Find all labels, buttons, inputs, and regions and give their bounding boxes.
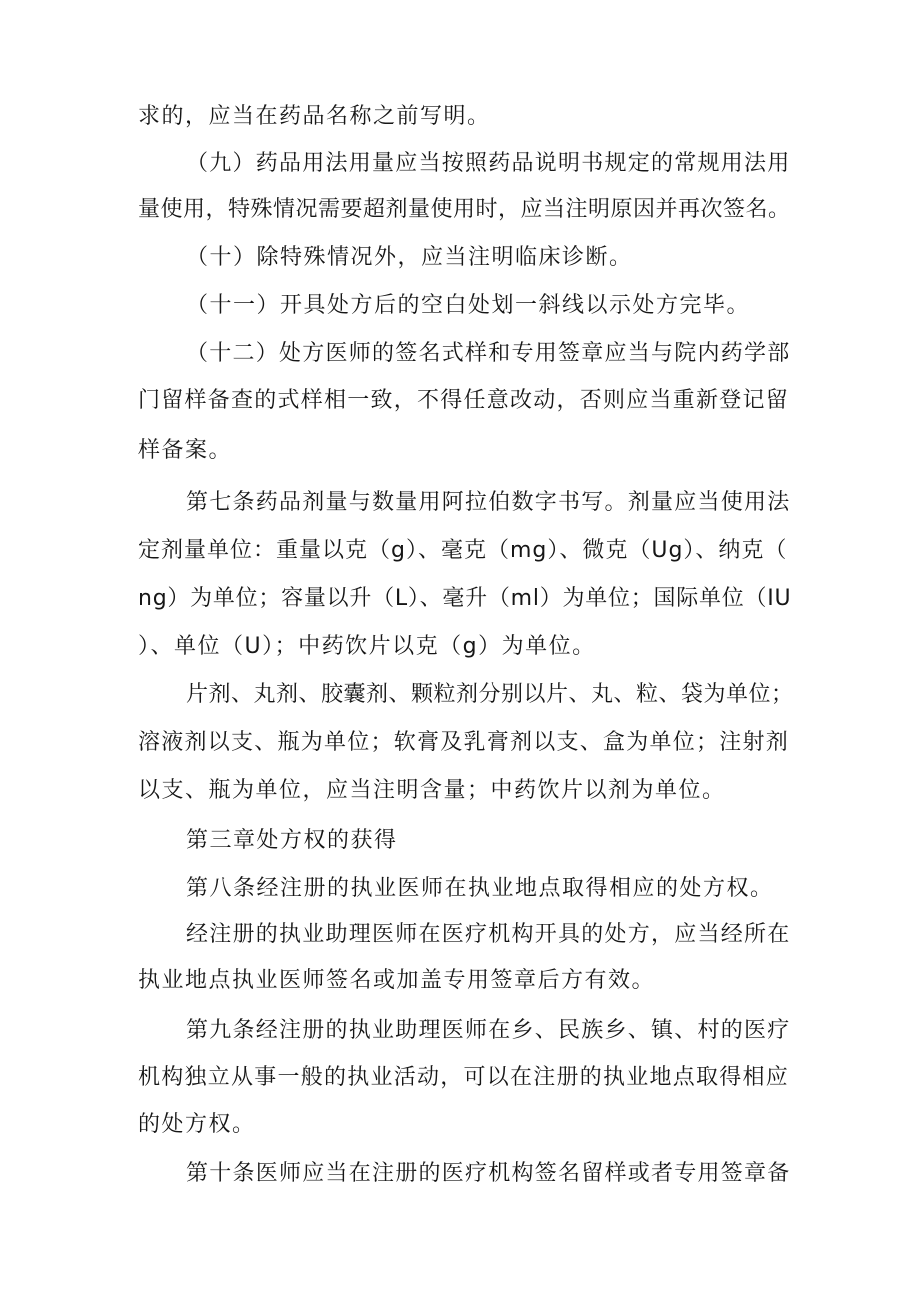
text-line: 执业地点执业医师签名或加盖专用签章后方有效。 <box>138 968 656 993</box>
text-line: 求的，应当在药品名称之前写明。 <box>138 104 491 129</box>
text-line: 第十条医师应当在注册的医疗机构签名留样或者专用签章备 <box>186 1161 791 1186</box>
section-heading: 第三章处方权的获得 <box>186 828 398 853</box>
text-line: 第九条经注册的执业助理医师在乡、民族乡、镇、村的医疗 <box>186 1018 791 1043</box>
text-line: 以支、瓶为单位，应当注明含量；中药饮片以剂为单位。 <box>138 778 726 803</box>
text-line: 第八条经注册的执业医师在执业地点取得相应的处方权。 <box>186 876 774 901</box>
text-line: 样备案。 <box>138 438 233 463</box>
text-line: 第七条药品剂量与数量用阿拉伯数字书写。剂量应当使用法 <box>186 490 791 515</box>
text-line: 定剂量单位：重量以克（g）、毫克（mg）、微克（Ug）、纳克（ <box>138 538 788 563</box>
text-line: 量使用，特殊情况需要超剂量使用时，应当注明原因并再次签名。 <box>138 197 791 222</box>
text-line: 经注册的执业助理医师在医疗机构开具的处方，应当经所在 <box>186 922 791 947</box>
text-line: 溶液剂以支、瓶为单位；软膏及乳膏剂以支、盒为单位；注射剂 <box>138 730 790 755</box>
text-line: ng）为单位；容量以升（L）、毫升（ml）为单位；国际单位（IU <box>138 586 792 611</box>
text-line: 片剂、丸剂、胶囊剂、颗粒剂分别以片、丸、粒、袋为单位； <box>186 682 794 707</box>
text-line: 门留样备查的式样相一致，不得任意改动，否则应当重新登记留 <box>138 388 790 413</box>
text-line: ）、单位（U）；中药饮片以克（g）为单位。 <box>138 634 596 659</box>
text-line: （十）除特殊情况外，应当注明临床诊断。 <box>186 245 633 270</box>
text-line: 机构独立从事一般的执业活动，可以在注册的执业地点取得相应 <box>138 1065 790 1090</box>
text-line: （十一）开具处方后的空白处划一斜线以示处方完毕。 <box>186 293 751 318</box>
text-line: 的处方权。 <box>138 1112 256 1137</box>
text-line: （九）药品用法用量应当按照药品说明书规定的常规用法用 <box>186 151 791 176</box>
text-line: （十二）处方医师的签名式样和专用签章应当与院内药学部 <box>186 341 791 366</box>
